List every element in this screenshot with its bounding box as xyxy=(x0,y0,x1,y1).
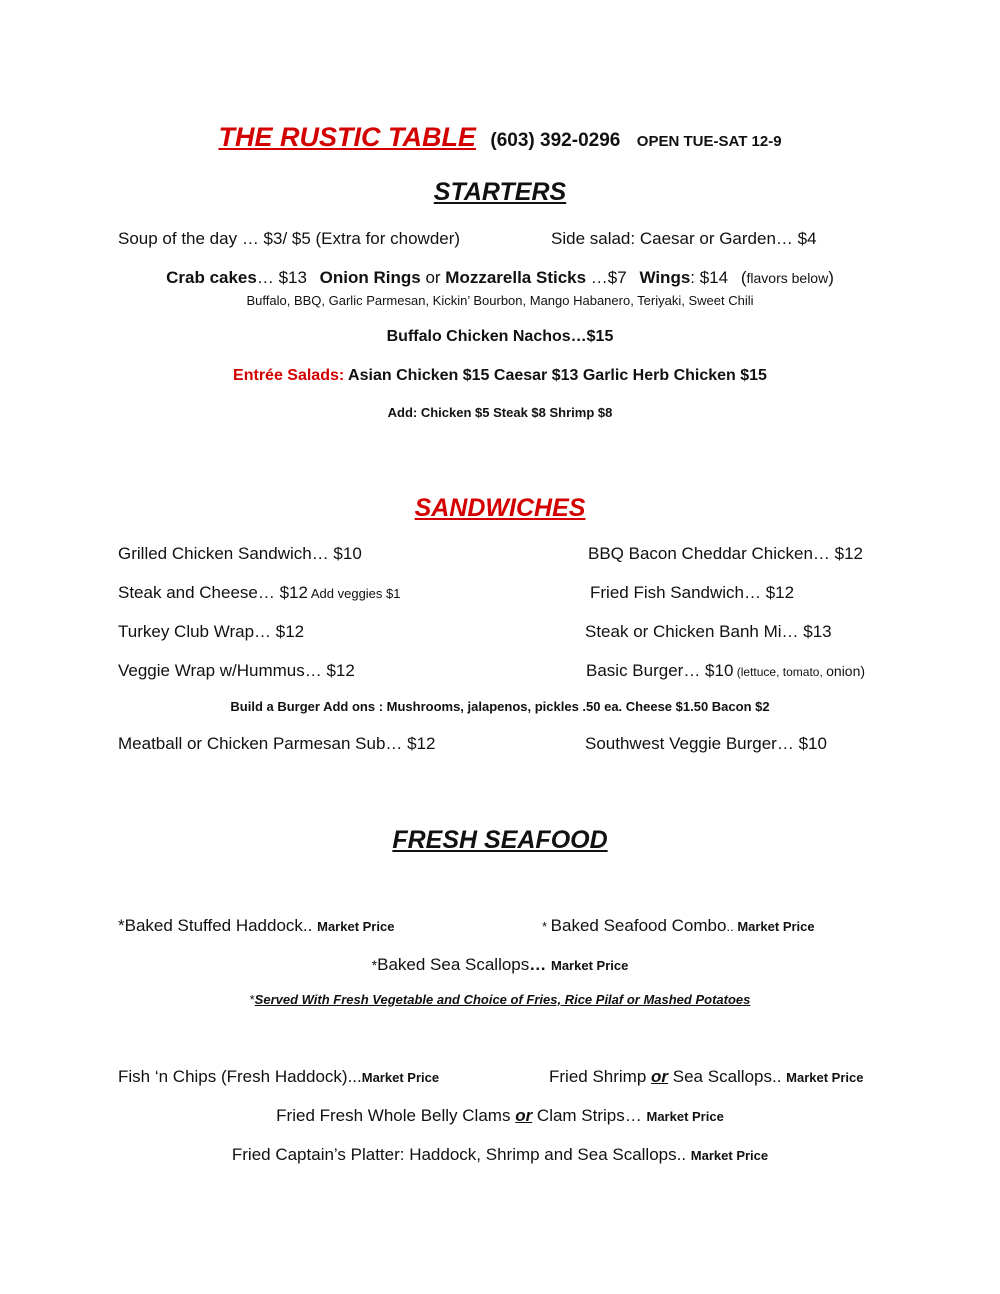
steak-cheese-line xyxy=(118,583,401,603)
side-salad-item: Side salad: Caesar or Garden… $4 xyxy=(551,229,817,248)
clams-line xyxy=(0,1106,1000,1126)
restaurant-name: THE RUSTIC TABLE xyxy=(218,122,476,152)
baked-combo-line xyxy=(542,916,815,936)
market-price: Market Price xyxy=(317,919,395,934)
basic-burger-line xyxy=(586,661,865,681)
entree-salads-items: Asian Chicken $15 Caesar $13 Garlic Herb Chicken $15 xyxy=(344,367,767,384)
wings-note: flavors below xyxy=(746,270,829,286)
starters-heading: STARTERS xyxy=(433,178,567,206)
seafood-item: Sea Scallops.. xyxy=(668,1067,787,1086)
wing-flavors: Buffalo, BBQ, Garlic Parmesan, Kickin’ Bourbon, Mango Habanero, Teriyaki, Sweet Chili xyxy=(246,293,754,308)
sandwich-item: BBQ Bacon Cheddar Chicken… $12 xyxy=(588,544,863,563)
sandwich-item: Southwest Veggie Burger… $10 xyxy=(585,734,827,753)
wings-note-close: ) xyxy=(828,268,834,287)
sandwich-item: Steak or Chicken Banh Mi… $13 xyxy=(585,622,832,641)
sandwich-item: Basic Burger… $10 xyxy=(586,661,734,680)
dots: … xyxy=(529,955,551,974)
sandwich-item: Turkey Club Wrap… $12 xyxy=(118,622,305,641)
opening-hours: OPEN TUE-SAT 12-9 xyxy=(636,133,782,150)
seafood-item: Clam Strips… xyxy=(532,1106,647,1125)
market-price: Market Price xyxy=(646,1109,724,1124)
or-text: or xyxy=(420,268,446,287)
dots: .. xyxy=(726,919,738,934)
market-price: Market Price xyxy=(551,958,629,973)
sandwich-item: Fried Fish Sandwich… $12 xyxy=(590,583,795,602)
asterisk: * xyxy=(542,919,551,934)
starters-line xyxy=(0,268,1000,288)
build-a-burger-addons: Build a Burger Add ons : Mushrooms, jalapenos, pickles .50 ea. Cheese $1.50 Bacon $2 xyxy=(230,699,770,714)
fish-chips-line xyxy=(118,1067,439,1087)
sandwich-item: Grilled Chicken Sandwich… $10 xyxy=(118,544,362,563)
or-emphasis: or xyxy=(651,1067,669,1086)
served-with-note xyxy=(0,992,1000,1007)
burger-note: (lettuce, tomato, xyxy=(733,665,827,679)
asterisk: * xyxy=(249,992,255,1007)
seafood-item: Fried Shrimp xyxy=(549,1067,652,1086)
fried-shrimp-line xyxy=(549,1067,863,1087)
seafood-heading: FRESH SEAFOOD xyxy=(392,826,608,854)
salad-add-ons: Add: Chicken $5 Steak $8 Shrimp $8 xyxy=(387,405,613,420)
entree-salads-label: Entrée Salads: xyxy=(233,367,345,384)
asterisk: * xyxy=(371,957,378,973)
seafood-item: Fried Fresh Whole Belly Clams xyxy=(276,1106,516,1125)
sandwich-item: Veggie Wrap w/Hummus… $12 xyxy=(118,661,355,680)
mozzarella-sticks-name: Mozzarella Sticks xyxy=(445,268,587,287)
seafood-item: Fried Captain’s Platter: Haddock, Shrimp and Sea Scallops.. xyxy=(231,1145,691,1164)
nachos-item: Buffalo Chicken Nachos…$15 xyxy=(386,328,614,345)
market-price: Market Price xyxy=(737,919,815,934)
wings-price: : $14 xyxy=(690,268,729,287)
crab-cakes-price: … $13 xyxy=(256,268,307,287)
steak-veggies-addon: Add veggies $1 xyxy=(307,586,401,601)
or-emphasis: or xyxy=(515,1106,533,1125)
soup-item: Soup of the day … $3/ $5 (Extra for chowder) xyxy=(118,229,461,248)
rings-sticks-price: …$7 xyxy=(586,268,627,287)
market-price: Market Price xyxy=(690,1148,769,1163)
sandwich-item: Steak and Cheese… $12 xyxy=(118,583,308,602)
market-price: Market Price xyxy=(786,1070,864,1085)
phone-number: (603) 392-0296 xyxy=(490,130,621,151)
menu-header xyxy=(0,122,1000,153)
served-with-text: Served With Fresh Vegetable and Choice of Fries, Rice Pilaf or Mashed Potatoes xyxy=(254,992,751,1007)
seafood-item: *Baked Stuffed Haddock.. xyxy=(118,916,318,935)
seafood-item: Fish ‘n Chips (Fresh Haddock)... xyxy=(118,1067,362,1086)
seafood-item: Baked Sea Scallops xyxy=(377,955,530,974)
market-price: Market Price xyxy=(361,1070,440,1085)
wings-name: Wings xyxy=(639,268,691,287)
entree-salads-line xyxy=(0,367,1000,385)
seafood-item: Baked Seafood Combo xyxy=(550,916,727,935)
crab-cakes-name: Crab cakes xyxy=(166,268,257,287)
baked-haddock-line xyxy=(118,916,394,936)
burger-note-onion: onion) xyxy=(826,663,866,679)
baked-scallops-line xyxy=(0,955,1000,975)
onion-rings-name: Onion Rings xyxy=(319,268,421,287)
sandwiches-heading: SANDWICHES xyxy=(414,494,586,522)
sandwich-item: Meatball or Chicken Parmesan Sub… $12 xyxy=(118,734,436,753)
captains-platter-line xyxy=(0,1145,1000,1165)
wings-note-open: ( xyxy=(740,268,747,287)
